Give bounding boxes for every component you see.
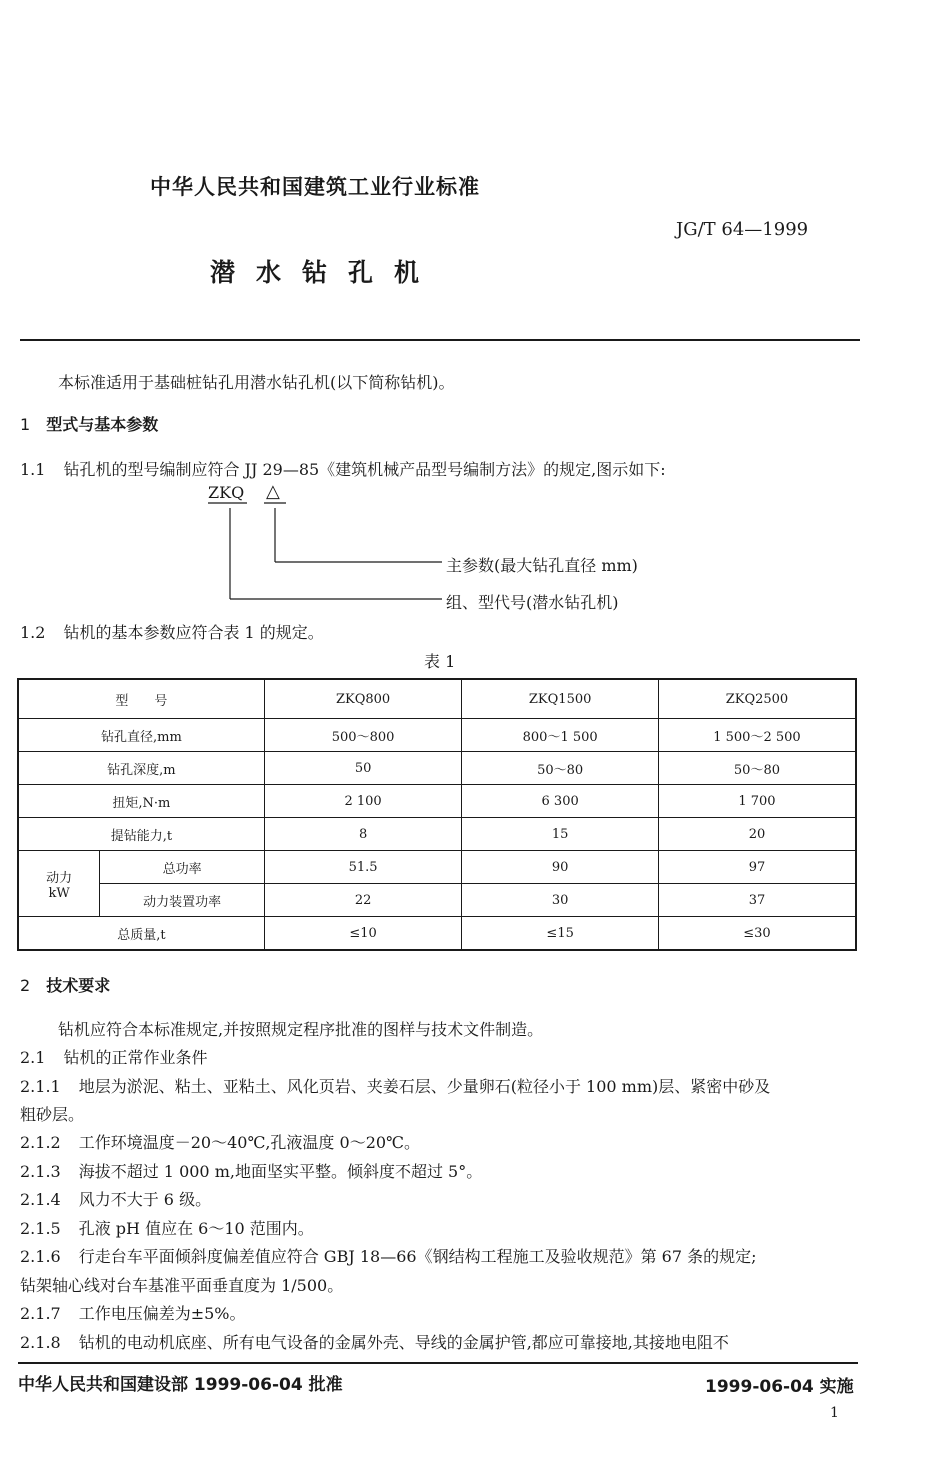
clause-2-1-2 <box>20 1130 420 1153</box>
table-row <box>18 917 856 951</box>
clause-2-1-6 <box>20 1244 757 1267</box>
power-group-label-unit: kW <box>48 885 70 901</box>
section-2-number: 2 <box>20 976 31 995</box>
table-row <box>18 752 856 785</box>
parameter-table <box>17 678 857 951</box>
clause-2-1-8 <box>20 1330 729 1353</box>
section-1-title: 型式与基本参数 <box>46 415 159 434</box>
clause-number: 2.1.3 <box>20 1162 61 1181</box>
clause-text: 行走台车平面倾斜度偏差值应符合 GBJ 18—66《钢结构工程施工及验收规范》第 67 条的规定; <box>78 1247 757 1266</box>
clause-number: 2.1.5 <box>20 1219 61 1238</box>
table-header-row <box>18 679 856 719</box>
clause-2-1-3 <box>20 1159 482 1182</box>
power-group-label <box>18 851 100 917</box>
table-cell: ≤30 <box>658 917 856 951</box>
model-code-diagram-code: ZKQ <box>208 483 245 502</box>
table-cell: 1 500～2 500 <box>658 719 856 752</box>
table-cell: 1 700 <box>658 785 856 818</box>
clause-2-1-5 <box>20 1216 314 1239</box>
intro-paragraph: 本标准适用于基础桩钻孔用潜水钻孔机(以下简称钻机)。 <box>58 373 455 392</box>
table-row-label: 总功率 <box>100 851 265 884</box>
table-cell: 6 300 <box>462 785 659 818</box>
table-header-cell: ZKQ1500 <box>462 679 659 719</box>
table-cell: 800～1 500 <box>462 719 659 752</box>
clause-text: 钻孔机的型号编制应符合 JJ 29—85《建筑机械产品型号编制方法》的规定,图示如下: <box>63 460 666 479</box>
table-row-label: 动力装置功率 <box>100 884 265 917</box>
header-rule <box>20 339 860 341</box>
clause-number: 2.1 <box>20 1048 46 1067</box>
diagram-label-group-type: 组、型代号(潜水钻孔机) <box>446 593 619 612</box>
page-number: 1 <box>830 1405 839 1421</box>
section-1-number: 1 <box>20 415 31 434</box>
table-cell: ≤10 <box>264 917 462 951</box>
footer-rule <box>18 1362 858 1364</box>
table-row-label: 钻孔深度,m <box>18 752 264 785</box>
table-cell: 8 <box>264 818 462 851</box>
clause-text: 工作电压偏差为±5%。 <box>78 1304 246 1323</box>
clause-text: 工作环境温度－20～40℃,孔液温度 0～20℃。 <box>78 1133 420 1152</box>
clause-text: 钻机的电动机底座、所有电气设备的金属外壳、导线的金属护管,都应可靠接地,其接地电阻不 <box>78 1333 729 1352</box>
section-2-intro: 钻机应符合本标准规定,并按照规定程序批准的图样与技术文件制造。 <box>58 1020 544 1039</box>
table-row <box>18 719 856 752</box>
table-row <box>18 884 856 917</box>
table-header-cell: ZKQ800 <box>264 679 462 719</box>
table-caption: 表 1 <box>424 652 456 671</box>
clause-number: 2.1.6 <box>20 1247 61 1266</box>
clause-text: 海拔不超过 1 000 m,地面坚实平整。倾斜度不超过 5°。 <box>78 1162 483 1181</box>
table-row-label: 提钻能力,t <box>18 818 264 851</box>
clause-2-1-6-continued: 钻架轴心线对台车基准平面垂直度为 1/500。 <box>20 1276 344 1295</box>
table-cell: 20 <box>658 818 856 851</box>
clause-number: 2.1.1 <box>20 1077 61 1096</box>
table-cell: 2 100 <box>264 785 462 818</box>
table-row-label: 钻孔直径,mm <box>18 719 264 752</box>
clause-2-1-7 <box>20 1301 246 1324</box>
table-row <box>18 851 856 884</box>
document-title: 潜水钻孔机 <box>210 258 441 287</box>
table-cell: 22 <box>264 884 462 917</box>
section-2-heading <box>20 973 110 996</box>
table-header-cell: ZKQ2500 <box>658 679 856 719</box>
clause-number: 2.1.2 <box>20 1133 61 1152</box>
clause-2-1 <box>20 1045 207 1068</box>
table-cell: 50 <box>264 752 462 785</box>
model-code-diagram-symbol: △ <box>266 481 280 502</box>
table-cell: 37 <box>658 884 856 917</box>
clause-number: 1.2 <box>20 623 46 642</box>
table-header-cell: 型 号 <box>18 679 264 719</box>
clause-number: 2.1.8 <box>20 1333 61 1352</box>
table-cell: 15 <box>462 818 659 851</box>
table-row <box>18 785 856 818</box>
clause-number: 2.1.4 <box>20 1190 61 1209</box>
clause-number: 1.1 <box>20 460 46 479</box>
industry-standard-title: 中华人民共和国建筑工业行业标准 <box>150 175 480 199</box>
table-cell: 500～800 <box>264 719 462 752</box>
diagram-label-main-param: 主参数(最大钻孔直径 mm) <box>446 556 638 575</box>
clause-number: 2.1.7 <box>20 1304 61 1323</box>
standard-code: JG/T 64—1999 <box>676 219 809 240</box>
clause-2-1-1-continued: 粗砂层。 <box>20 1105 85 1124</box>
power-group-label-name: 动力 <box>46 870 73 886</box>
table-row-label: 扭矩,N·m <box>18 785 264 818</box>
table-cell: ≤15 <box>462 917 659 951</box>
section-1-heading <box>20 412 158 435</box>
clause-text: 钻机的正常作业条件 <box>63 1048 208 1067</box>
table-row <box>18 818 856 851</box>
table-cell: 90 <box>462 851 659 884</box>
clause-2-1-1 <box>20 1074 770 1097</box>
table-cell: 50～80 <box>658 752 856 785</box>
clause-2-1-4 <box>20 1187 211 1210</box>
implementation-date: 1999-06-04 实施 <box>705 1377 854 1397</box>
clause-text: 孔液 pH 值应在 6～10 范围内。 <box>78 1219 314 1238</box>
clause-text: 钻机的基本参数应符合表 1 的规定。 <box>63 623 324 642</box>
table-cell: 50～80 <box>462 752 659 785</box>
table-cell: 30 <box>462 884 659 917</box>
clause-text: 风力不大于 6 级。 <box>78 1190 212 1209</box>
approval-line: 中华人民共和国建设部 1999-06-04 批准 <box>18 1375 343 1395</box>
table-row-label: 总质量,t <box>18 917 264 951</box>
table-cell: 97 <box>658 851 856 884</box>
table-cell: 51.5 <box>264 851 462 884</box>
section-2-title: 技术要求 <box>46 976 111 995</box>
clause-text: 地层为淤泥、粘土、亚粘土、风化页岩、夹姜石层、少量卵石(粒径小于 100 mm)层、紧密中砂及 <box>78 1077 771 1096</box>
clause-1-2 <box>20 620 324 643</box>
